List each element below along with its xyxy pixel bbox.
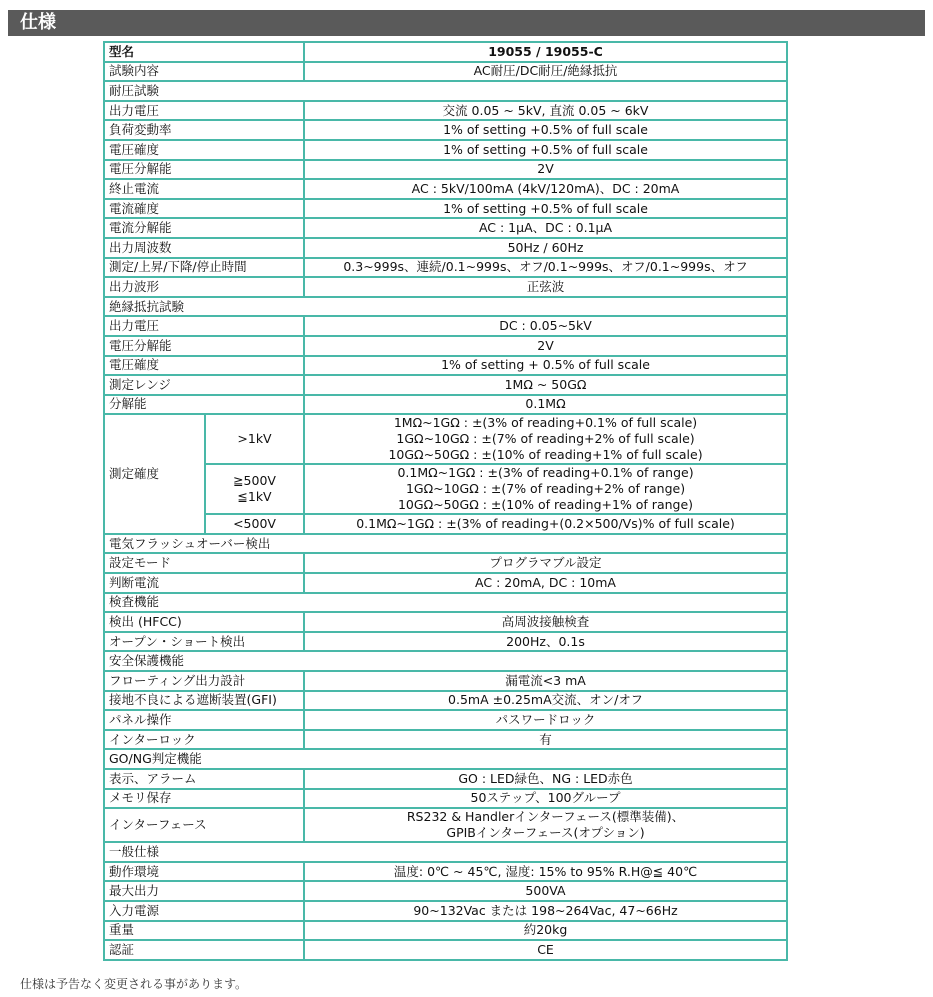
header-label: 型名 bbox=[104, 42, 304, 62]
voltage-line: ≦1kV bbox=[237, 489, 272, 505]
table-row bbox=[104, 375, 787, 395]
row-label: 出力波形 bbox=[104, 277, 304, 297]
table-row bbox=[104, 101, 787, 121]
row-value: AC : 1μA、DC : 0.1μA bbox=[304, 218, 787, 238]
table-row bbox=[104, 199, 787, 219]
table-row bbox=[104, 573, 787, 593]
table-row bbox=[104, 356, 787, 376]
row-value: 0.3~999s、連続/0.1~999s、オフ/0.1~999s、オフ/0.1~999s、オフ bbox=[304, 258, 787, 278]
row-value: 約20kg bbox=[304, 921, 787, 941]
accuracy-line: 10GΩ~50GΩ : ±(10% of reading+1% of full scale) bbox=[388, 447, 703, 463]
row-value: 50ステップ、100グループ bbox=[304, 789, 787, 809]
table-row bbox=[104, 632, 787, 652]
table-row bbox=[104, 62, 787, 82]
table-row bbox=[104, 671, 787, 691]
row-label: 接地不良による遮断装置(GFI) bbox=[104, 691, 304, 711]
row-label: 試験内容 bbox=[104, 62, 304, 82]
row-value: 500VA bbox=[304, 881, 787, 901]
accuracy-row bbox=[104, 414, 787, 464]
row-label: 電圧分解能 bbox=[104, 336, 304, 356]
row-label: 入力電源 bbox=[104, 901, 304, 921]
table-row bbox=[104, 862, 787, 882]
row-value: 90~132Vac または 198~264Vac, 47~66Hz bbox=[304, 901, 787, 921]
table-row bbox=[104, 218, 787, 238]
row-label: 重量 bbox=[104, 921, 304, 941]
section-row bbox=[104, 749, 787, 769]
row-label: 出力周波数 bbox=[104, 238, 304, 258]
section-label: 検査機能 bbox=[104, 593, 787, 613]
accuracy-values bbox=[304, 464, 787, 514]
accuracy-row bbox=[104, 514, 787, 534]
row-label: メモリ保存 bbox=[104, 789, 304, 809]
table-row bbox=[104, 612, 787, 632]
row-value: 0.1MΩ bbox=[304, 395, 787, 415]
row-value: プログラマブル設定 bbox=[304, 553, 787, 573]
table-row bbox=[104, 277, 787, 297]
row-value: 正弦波 bbox=[304, 277, 787, 297]
table-row bbox=[104, 808, 787, 842]
row-value: CE bbox=[304, 940, 787, 960]
accuracy-line: 0.1MΩ~1GΩ : ±(3% of reading+0.1% of range) bbox=[397, 465, 694, 481]
table-row bbox=[104, 901, 787, 921]
row-value: 2V bbox=[304, 160, 787, 180]
row-value: 1% of setting + 0.5% of full scale bbox=[304, 356, 787, 376]
voltage-range bbox=[205, 464, 304, 514]
accuracy-line: 0.1MΩ~1GΩ : ±(3% of reading+(0.2×500/Vs)% of full scale) bbox=[356, 516, 735, 532]
row-label: 分解能 bbox=[104, 395, 304, 415]
row-label: 負荷変動率 bbox=[104, 120, 304, 140]
table-row bbox=[104, 730, 787, 750]
voltage-range bbox=[205, 414, 304, 464]
table-row bbox=[104, 921, 787, 941]
section-label: 電気フラッシュオーバー検出 bbox=[104, 534, 787, 554]
spec-table bbox=[103, 41, 788, 961]
table-row bbox=[104, 140, 787, 160]
row-value: DC : 0.05~5kV bbox=[304, 316, 787, 336]
row-value: 高周波接触検査 bbox=[304, 612, 787, 632]
row-value: GO : LED緑色、NG : LED赤色 bbox=[304, 769, 787, 789]
row-label: インターフェース bbox=[104, 808, 304, 842]
table-row bbox=[104, 691, 787, 711]
row-value: パスワードロック bbox=[304, 710, 787, 730]
value-line: RS232 & Handlerインターフェース(標準装備)、 bbox=[406, 809, 685, 825]
table-row bbox=[104, 881, 787, 901]
row-label: 検出 (HFCC) bbox=[104, 612, 304, 632]
voltage-range bbox=[205, 514, 304, 534]
table-row bbox=[104, 160, 787, 180]
table-row bbox=[104, 769, 787, 789]
row-label: 出力電圧 bbox=[104, 101, 304, 121]
value-line: GPIBインターフェース(オプション) bbox=[446, 825, 645, 841]
row-value: AC耐圧/DC耐圧/絶縁抵抗 bbox=[304, 62, 787, 82]
row-value: AC : 5kV/100mA (4kV/120mA)、DC : 20mA bbox=[304, 179, 787, 199]
section-label: 耐圧試験 bbox=[104, 81, 787, 101]
row-label: 電圧確度 bbox=[104, 140, 304, 160]
accuracy-label: 測定確度 bbox=[104, 414, 205, 534]
row-label: オープン・ショート検出 bbox=[104, 632, 304, 652]
row-label: 電流分解能 bbox=[104, 218, 304, 238]
section-row bbox=[104, 593, 787, 613]
row-label: 電圧確度 bbox=[104, 356, 304, 376]
row-label: 測定レンジ bbox=[104, 375, 304, 395]
row-value: 50Hz / 60Hz bbox=[304, 238, 787, 258]
accuracy-line: 1GΩ~10GΩ : ±(7% of reading+2% of range) bbox=[405, 481, 686, 497]
table-row bbox=[104, 258, 787, 278]
voltage-line: <500V bbox=[233, 516, 276, 532]
voltage-line: ≧500V bbox=[233, 473, 276, 489]
row-value: 1MΩ ~ 50GΩ bbox=[304, 375, 787, 395]
row-label: フローティング出力設計 bbox=[104, 671, 304, 691]
table-row bbox=[104, 336, 787, 356]
row-value bbox=[304, 808, 787, 842]
section-row bbox=[104, 842, 787, 862]
row-label: 認証 bbox=[104, 940, 304, 960]
accuracy-line: 1MΩ~1GΩ : ±(3% of reading+0.1% of full scale) bbox=[393, 415, 698, 431]
voltage-line: >1kV bbox=[237, 431, 272, 447]
row-label: 終止電流 bbox=[104, 179, 304, 199]
row-value: 有 bbox=[304, 730, 787, 750]
row-label: インターロック bbox=[104, 730, 304, 750]
header-model: 19055 / 19055-C bbox=[304, 42, 787, 62]
row-label: 電流確度 bbox=[104, 199, 304, 219]
row-value: 温度: 0℃ ~ 45℃, 湿度: 15% to 95% R.H@≦ 40℃ bbox=[304, 862, 787, 882]
table-row bbox=[104, 120, 787, 140]
accuracy-line: 10GΩ~50GΩ : ±(10% of reading+1% of range) bbox=[397, 497, 694, 513]
table-row bbox=[104, 395, 787, 415]
table-row bbox=[104, 238, 787, 258]
row-label: 動作環境 bbox=[104, 862, 304, 882]
row-label: 最大出力 bbox=[104, 881, 304, 901]
table-row bbox=[104, 789, 787, 809]
row-label: パネル操作 bbox=[104, 710, 304, 730]
section-header-bar bbox=[8, 10, 925, 36]
row-value: 0.5mA ±0.25mA交流、オン/オフ bbox=[304, 691, 787, 711]
row-label: 出力電圧 bbox=[104, 316, 304, 336]
row-value: 2V bbox=[304, 336, 787, 356]
section-row bbox=[104, 81, 787, 101]
accuracy-values bbox=[304, 414, 787, 464]
row-value: 200Hz、0.1s bbox=[304, 632, 787, 652]
row-value: AC : 20mA, DC : 10mA bbox=[304, 573, 787, 593]
table-row bbox=[104, 179, 787, 199]
row-label: 表示、アラーム bbox=[104, 769, 304, 789]
table-row bbox=[104, 710, 787, 730]
section-label: 絶縁抵抗試験 bbox=[104, 297, 787, 317]
accuracy-line: 1GΩ~10GΩ : ±(7% of reading+2% of full scale) bbox=[396, 431, 695, 447]
section-row bbox=[104, 534, 787, 554]
section-label: 安全保護機能 bbox=[104, 651, 787, 671]
section-row bbox=[104, 651, 787, 671]
section-title: 仕様 bbox=[20, 12, 56, 33]
row-label: 測定/上昇/下降/停止時間 bbox=[104, 258, 304, 278]
row-value: 1% of setting +0.5% of full scale bbox=[304, 199, 787, 219]
footnote: 仕様は予告なく変更される事があります。 bbox=[20, 977, 248, 991]
table-row bbox=[104, 940, 787, 960]
row-label: 電圧分解能 bbox=[104, 160, 304, 180]
table-row bbox=[104, 316, 787, 336]
section-label: 一般仕様 bbox=[104, 842, 787, 862]
section-row bbox=[104, 297, 787, 317]
row-label: 設定モード bbox=[104, 553, 304, 573]
row-value: 1% of setting +0.5% of full scale bbox=[304, 120, 787, 140]
row-value: 1% of setting +0.5% of full scale bbox=[304, 140, 787, 160]
row-label: 判断電流 bbox=[104, 573, 304, 593]
table-header-row bbox=[104, 42, 787, 62]
accuracy-values bbox=[304, 514, 787, 534]
table-row bbox=[104, 553, 787, 573]
row-value: 漏電流<3 mA bbox=[304, 671, 787, 691]
section-label: GO/NG判定機能 bbox=[104, 749, 787, 769]
accuracy-row bbox=[104, 464, 787, 514]
row-value: 交流 0.05 ~ 5kV, 直流 0.05 ~ 6kV bbox=[304, 101, 787, 121]
